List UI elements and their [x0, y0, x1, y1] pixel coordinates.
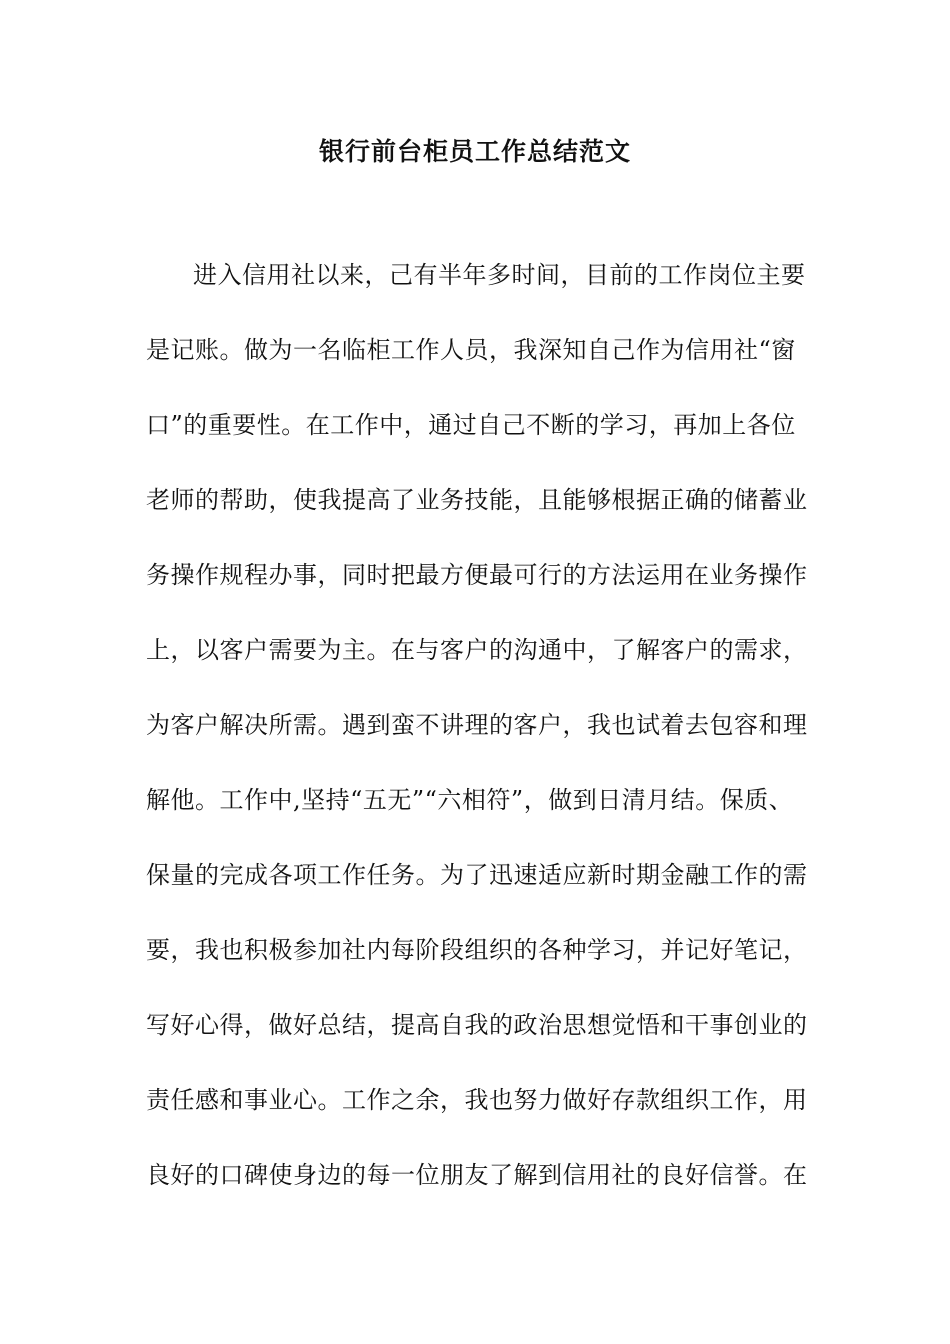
- document-title: 银行前台柜员工作总结范文: [318, 137, 631, 166]
- paragraph-line: 保量的完成各项工作任务。为了迅速适应新时期金融工作的需: [146, 861, 808, 889]
- paragraph-line: 老师的帮助，使我提高了业务技能，且能够根据正确的储蓄业: [146, 486, 808, 514]
- paragraph-line: 务操作规程办事，同时把最方便最可行的方法运用在业务操作: [146, 561, 808, 589]
- paragraph-line: 要，我也积极参加社内每阶段组织的各种学习，并记好笔记，: [146, 936, 808, 964]
- paragraph-line: 是记账。做为一名临柜工作人员，我深知自己作为信用社“窗: [146, 336, 796, 364]
- paragraph-line: 责任感和事业心。工作之余，我也努力做好存款组织工作，用: [146, 1086, 808, 1114]
- paragraph-line: 口”的重要性。在工作中，通过自己不断的学习，再加上各位: [146, 411, 796, 439]
- paragraph-line: 进入信用社以来，己有半年多时间，目前的工作岗位主要: [193, 261, 806, 289]
- paragraph-line: 解他。工作中,坚持“五无”“六相符”，做到日清月结。保质、: [146, 786, 794, 814]
- document-body: [146, 253, 826, 1228]
- paragraph-line: 良好的口碑使身边的每一位朋友了解到信用社的良好信誉。在: [146, 1161, 808, 1189]
- paragraph-line: 写好心得，做好总结，提高自我的政治思想觉悟和干事创业的: [146, 1011, 808, 1039]
- paragraph-line: 上，以客户需要为主。在与客户的沟通中，了解客户的需求，: [146, 636, 808, 664]
- paragraph-line: 为客户解决所需。遇到蛮不讲理的客户，我也试着去包容和理: [146, 711, 808, 739]
